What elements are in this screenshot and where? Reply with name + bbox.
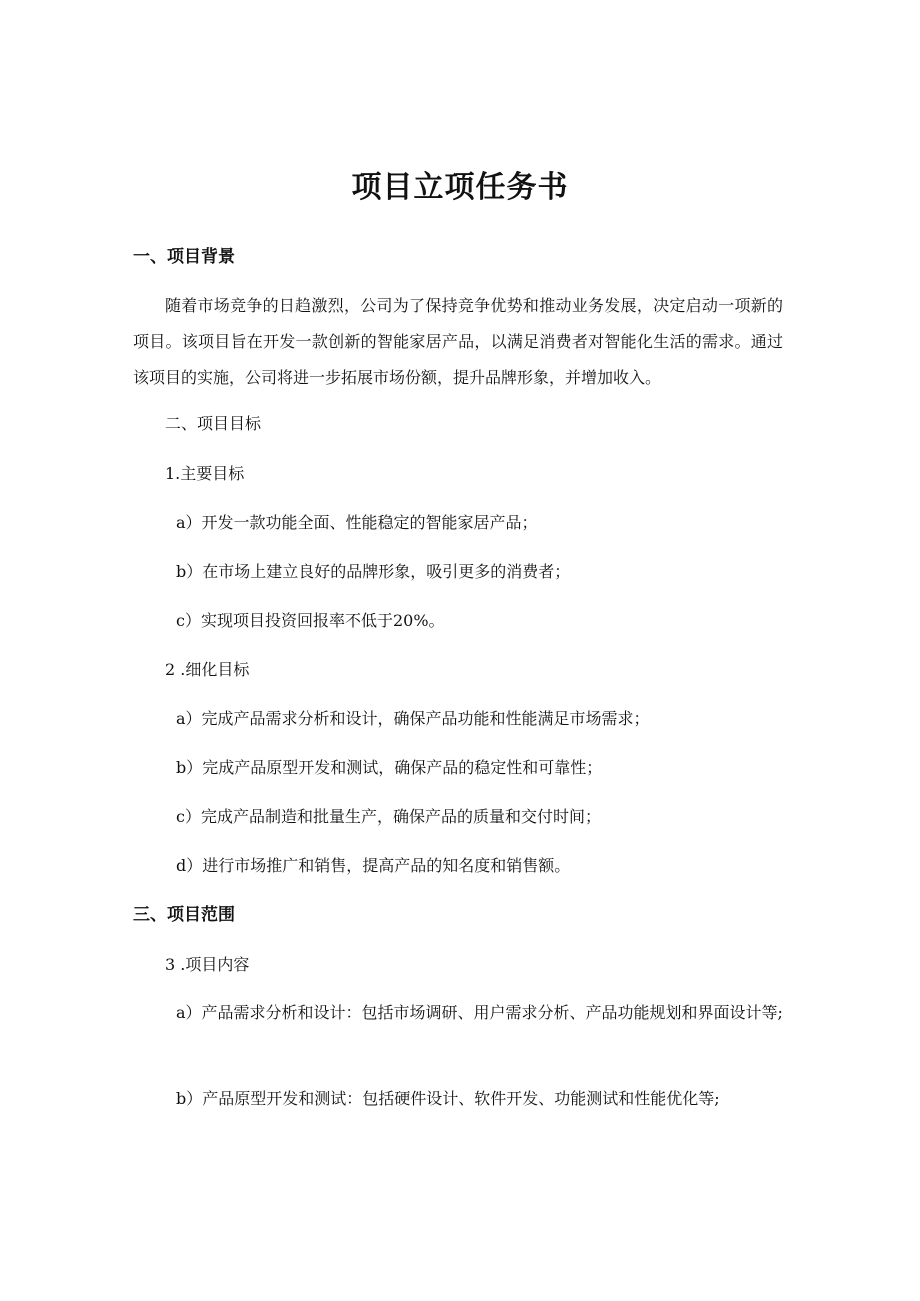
main-goal-item-b: b）在市场上建立良好的品牌形象，吸引更多的消费者；: [176, 562, 571, 581]
subheading-detailed-goals: 2 .细化目标: [165, 660, 250, 679]
section-heading-scope: 三、项目范围: [133, 905, 235, 925]
section-heading-background: 一、项目背景: [133, 247, 235, 267]
subheading-project-content: 3 .项目内容: [165, 955, 250, 974]
scope-item-a: a）产品需求分析和设计：包括市场调研、用户需求分析、产品功能规划和界面设计等;: [176, 1003, 783, 1022]
subheading-main-goals: 1.主要目标: [165, 464, 245, 483]
detailed-goal-item-b: b）完成产品原型开发和测试，确保产品的稳定性和可靠性；: [176, 758, 603, 777]
scope-item-b: b）产品原型开发和测试：包括硬件设计、软件开发、功能测试和性能优化等;: [176, 1089, 720, 1108]
main-goal-item-c: c）实现项目投资回报率不低于20%。: [176, 611, 445, 630]
detailed-goal-item-d: d）进行市场推广和销售，提高产品的知名度和销售额。: [176, 856, 571, 875]
main-goal-item-a: a）开发一款功能全面、性能稳定的智能家居产品；: [176, 513, 538, 532]
document-title: 项目立项任务书: [351, 170, 569, 205]
detailed-goal-item-c: c）完成产品制造和批量生产，确保产品的质量和交付时间；: [176, 807, 601, 826]
detailed-goal-item-a: a）完成产品需求分析和设计，确保产品功能和性能满足市场需求；: [176, 709, 650, 728]
section-heading-goals: 二、项目目标: [165, 414, 262, 433]
background-paragraph: 随着市场竞争的日趋激烈，公司为了保持竞争优势和推动业务发展，决定启动一项新的项目。该项目旨在开发一款创新的智能家居产品，以满足消费者对智能化生活的需求。通过该项目的实施，公司将进一步拓展市场份额，提升品牌形象，并增加收入。: [133, 296, 783, 387]
